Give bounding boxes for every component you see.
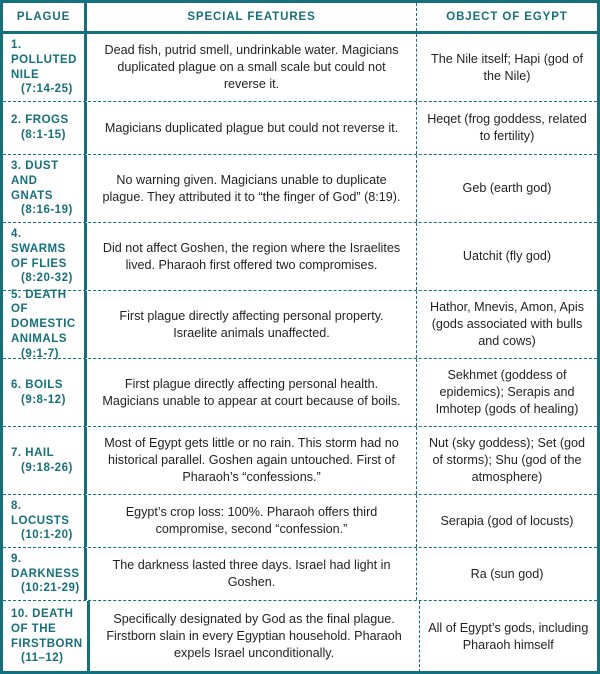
special-features-cell: The darkness lasted three days. Israel had light in Goshen. — [87, 548, 417, 600]
plague-cell — [3, 359, 87, 426]
special-features-cell: Did not affect Goshen, the region where the Israelites lived. Pharaoh first offered two compromises. — [87, 223, 417, 290]
plague-cell — [3, 548, 87, 600]
plague-reference: (9:1-7) — [21, 347, 60, 360]
special-features-cell: Most of Egypt gets little or no rain. This storm had no historical parallel. Goshen again untouched. First of Pharaoh’s “confessions.” — [87, 427, 417, 494]
plague-reference: (10:1-20) — [21, 529, 73, 542]
table-row — [3, 102, 597, 155]
object-of-egypt-cell: Hathor, Mnevis, Amon, Apis (gods associated with bulls and cows) — [430, 300, 584, 348]
object-of-egypt-cell: Ra (sun god) — [470, 566, 544, 581]
special-features-cell: Specifically designated by God as the final plague. Firstborn slain in every Egyptian household. Pharaoh expels Israel unconditionally. — [90, 601, 420, 672]
object-of-egypt-cell: Nut (sky goddess); Set (god of storms); Shu (god of the atmosphere) — [428, 436, 586, 484]
special-features-cell: First plague directly affecting personal property. Israelite animals unaffected. — [87, 291, 417, 358]
plague-name: 1. POLLUTED NILE — [11, 39, 77, 81]
plague-reference: (10:21-29) — [21, 582, 80, 595]
plague-reference: (8:1-15) — [21, 129, 66, 141]
plague-cell — [3, 155, 87, 222]
plague-cell — [3, 427, 87, 494]
table-row — [3, 427, 597, 495]
plague-reference: (8:20-32) — [21, 272, 73, 285]
plague-name: 7. HAIL — [11, 446, 55, 459]
table-row — [3, 601, 597, 672]
plague-name: 5. DEATH OF DOMESTIC ANIMALS — [11, 288, 76, 345]
object-of-egypt-cell: Sekhmet (goddess of epidemics); Serapis and Imhotep (gods of healing) — [435, 368, 579, 416]
table-row — [3, 359, 597, 427]
object-of-egypt-cell: Heqet (frog goddess, related to fertility) — [427, 112, 587, 143]
plague-name: 9. DARKNESS — [11, 552, 80, 580]
table-row — [3, 548, 597, 601]
plague-name: 2. FROGS — [11, 114, 69, 127]
plague-reference: (7:14-25) — [21, 83, 73, 96]
plague-cell — [3, 288, 87, 360]
table-row — [3, 155, 597, 223]
plague-reference: (11–12) — [21, 652, 64, 665]
table-row — [3, 223, 597, 291]
object-of-egypt-cell: The Nile itself; Hapi (god of the Nile) — [431, 51, 583, 83]
plague-name: 3. DUST AND GNATS — [11, 160, 59, 202]
object-of-egypt-cell: All of Egypt’s gods, including Pharaoh himself — [428, 620, 589, 652]
object-of-egypt-cell: Serapia (god of locusts) — [440, 513, 574, 528]
column-header-special-features: SPECIAL FEATURES — [87, 3, 417, 31]
plague-name: 4. SWARMS OF FLIES — [11, 228, 67, 270]
plague-cell — [3, 495, 87, 547]
object-of-egypt-cell: Geb (earth god) — [462, 181, 552, 196]
table-row — [3, 34, 597, 102]
plague-cell — [3, 601, 90, 672]
plague-cell — [3, 34, 87, 101]
column-header-object-of-egypt: OBJECT OF EGYPT — [446, 10, 568, 23]
plague-reference: (8:16-19) — [21, 204, 73, 217]
plague-name: 8. LOCUSTS — [11, 499, 70, 527]
plague-reference: (9:18-26) — [21, 461, 73, 474]
special-features-cell: Egypt’s crop loss: 100%. Pharaoh offers third compromise, second “confession.” — [87, 495, 417, 547]
plague-name: 6. BOILS — [11, 378, 63, 391]
special-features-cell: No warning given. Magicians unable to duplicate plague. They attributed it to “the finger of God” (8:19). — [87, 155, 417, 222]
plague-reference: (9:8-12) — [21, 393, 66, 406]
special-features-cell: Magicians duplicated plague but could not reverse it. — [87, 102, 417, 154]
plague-cell — [3, 223, 87, 290]
table-row — [3, 495, 597, 548]
special-features-cell: Dead fish, putrid smell, undrinkable water. Magicians duplicated plague on a small scale but could not reverse it. — [87, 34, 417, 101]
table-header-row — [3, 3, 597, 34]
object-of-egypt-cell: Uatchit (fly god) — [462, 249, 552, 264]
table-row — [3, 288, 597, 360]
plague-cell — [3, 102, 87, 154]
plague-name: 10. DEATH OF THE FIRSTBORN — [11, 608, 83, 650]
column-header-plague: PLAGUE — [3, 3, 87, 31]
special-features-cell: First plague directly affecting personal health. Magicians unable to appear at court because of boils. — [87, 359, 417, 426]
table-body — [3, 34, 597, 672]
